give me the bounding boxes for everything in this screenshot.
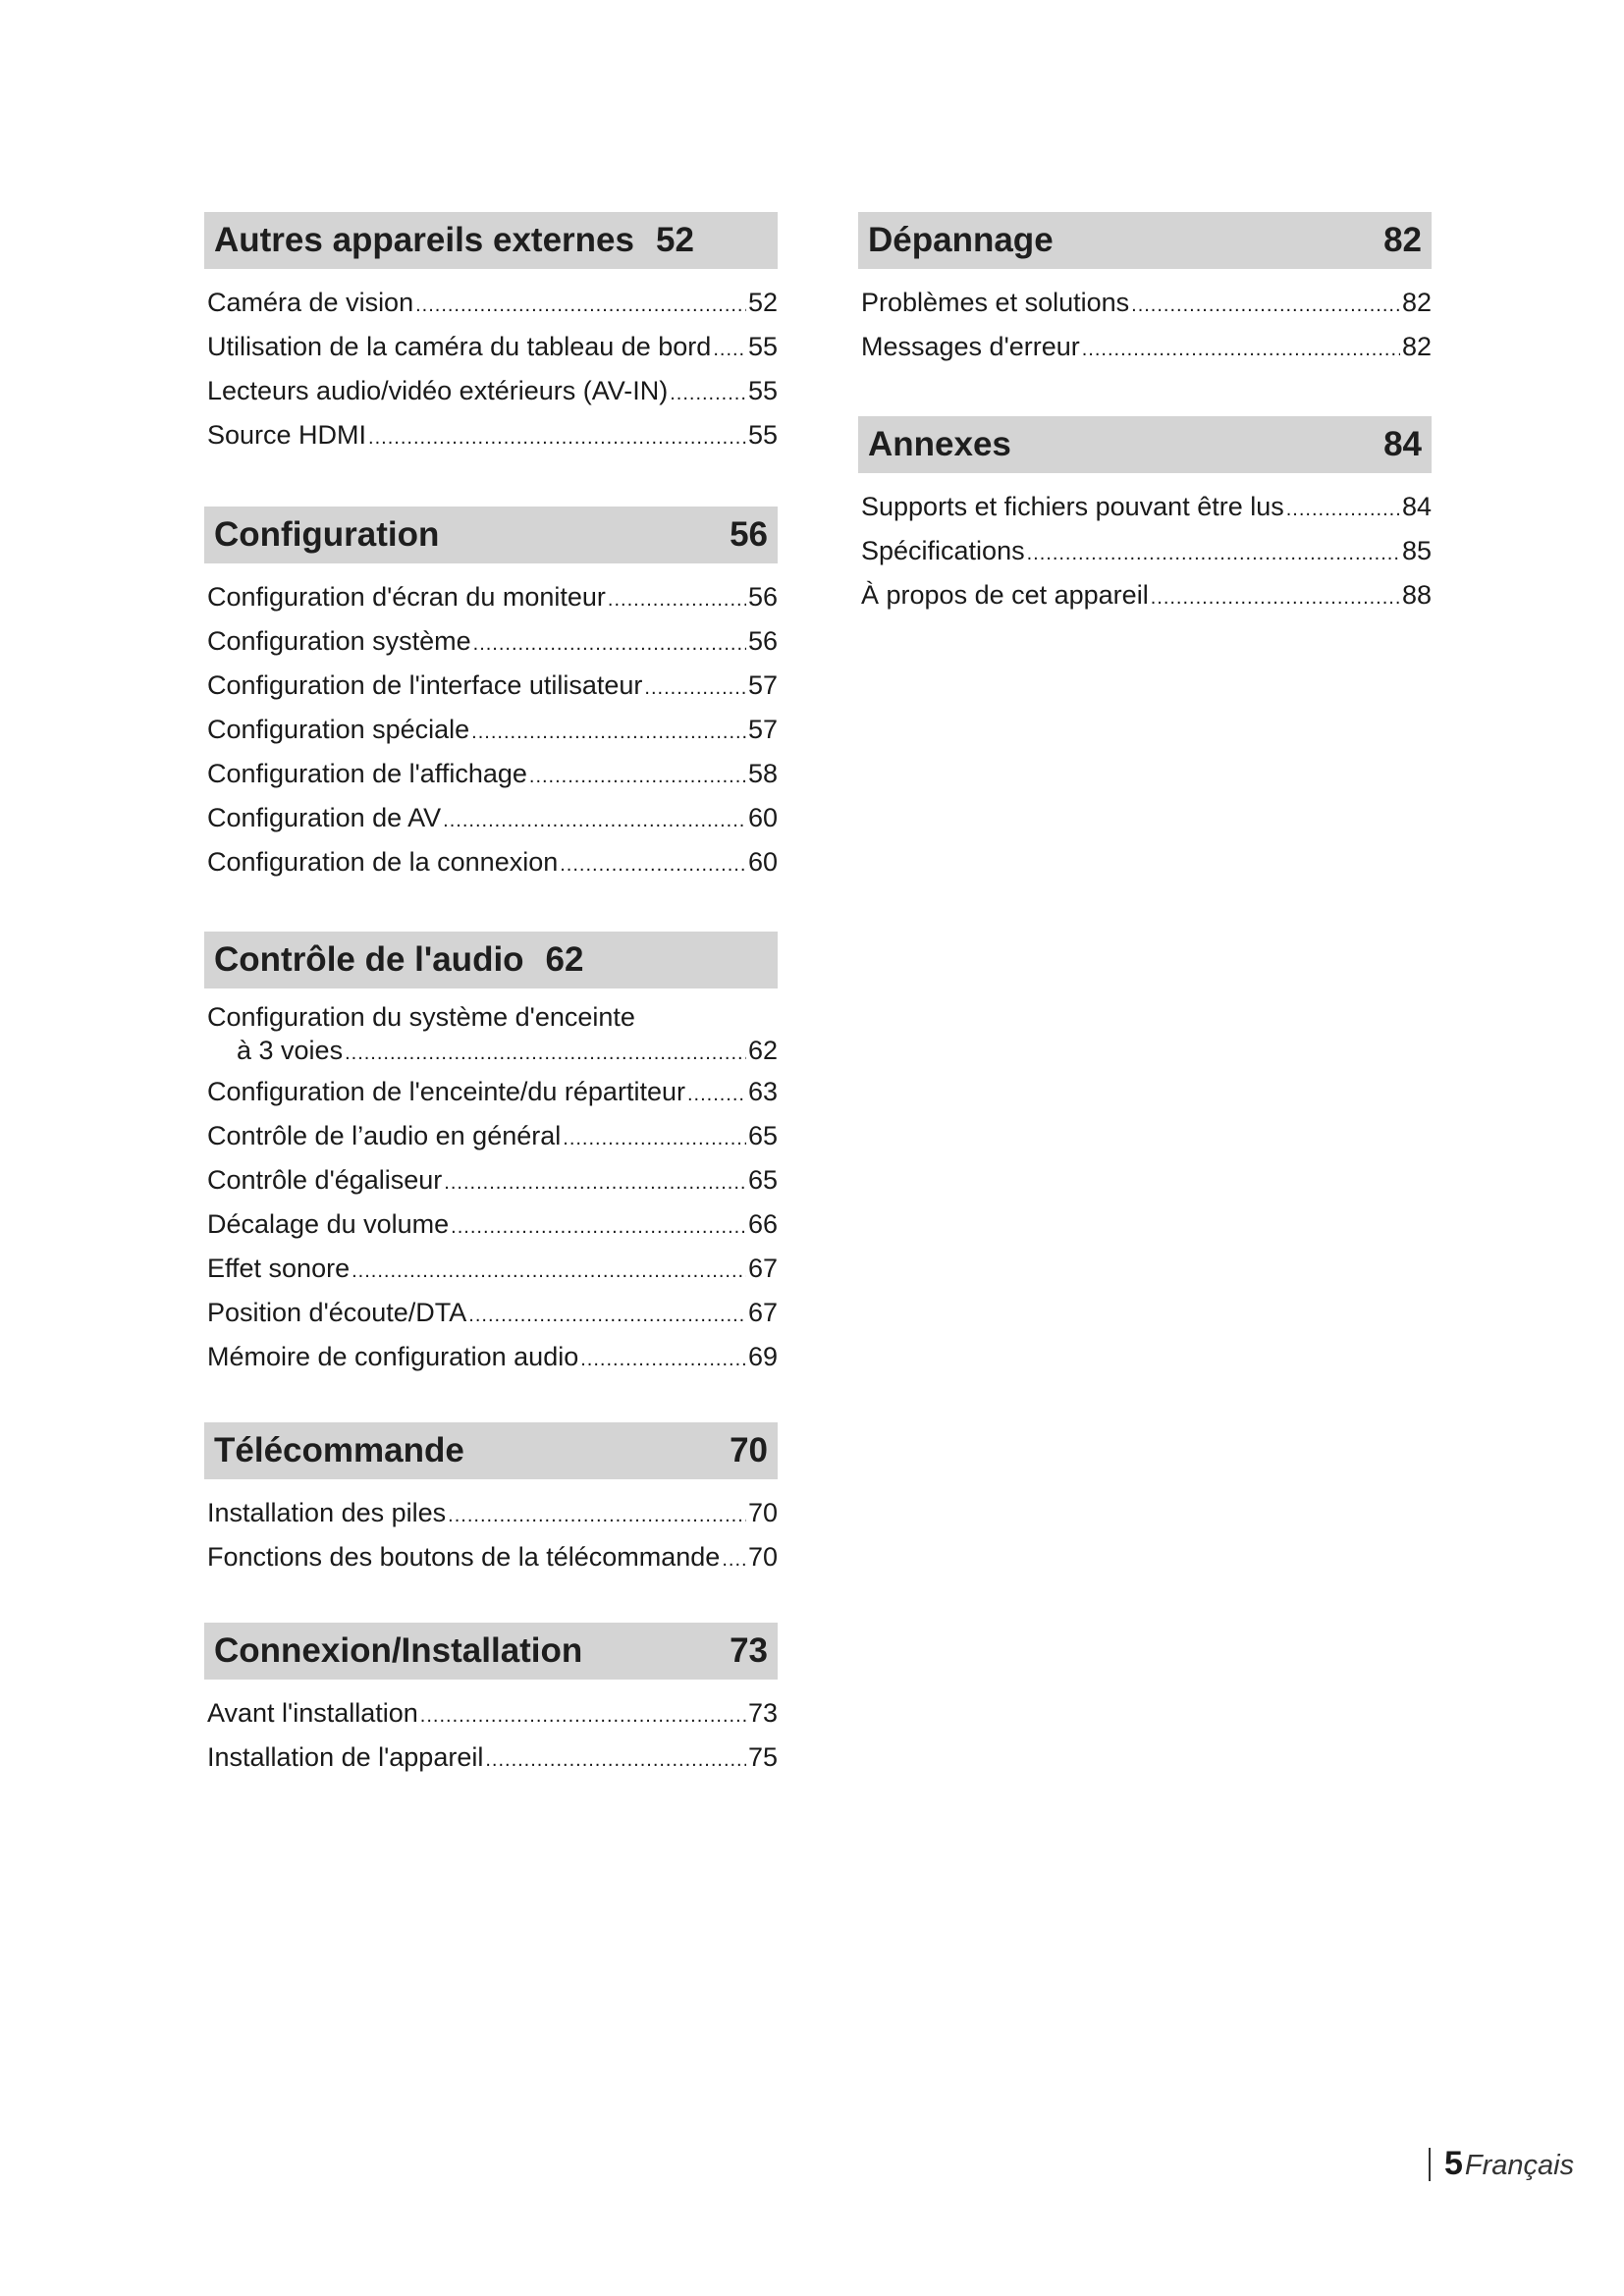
leader-dots	[352, 1250, 746, 1294]
entry-label: Contrôle de l’audio en général	[207, 1121, 562, 1150]
left-column	[204, 212, 778, 1780]
leader-dots	[451, 1205, 746, 1250]
toc-entry[interactable]	[207, 413, 778, 457]
toc-entry[interactable]	[207, 664, 778, 708]
section-header	[858, 212, 1432, 269]
entry-page-number: 85	[1401, 536, 1432, 565]
section-title: Connexion/Installation	[214, 1631, 583, 1670]
entry-page-number: 60	[747, 803, 778, 832]
toc-entry[interactable]	[207, 1335, 778, 1379]
section-title: Dépannage	[868, 221, 1054, 259]
entry-label: Source HDMI	[207, 420, 367, 450]
entry-page-number: 70	[747, 1542, 778, 1572]
leader-dots	[722, 1538, 746, 1582]
entry-page-number: 65	[747, 1165, 778, 1195]
leader-dots	[687, 1073, 746, 1117]
leader-dots	[580, 1338, 746, 1382]
section-page-number: 62	[545, 940, 584, 979]
toc-section	[204, 212, 778, 457]
entry-label: Configuration de l'enceinte/du répartiteur	[207, 1077, 685, 1106]
section-title: Annexes	[868, 425, 1011, 463]
leader-dots	[443, 799, 746, 843]
toc-entry[interactable]	[207, 708, 778, 752]
entry-page-number: 67	[747, 1298, 778, 1327]
entry-label: Configuration système	[207, 626, 471, 656]
entry-page-number: 84	[1401, 492, 1432, 521]
leader-dots	[420, 1694, 746, 1738]
section-page-number: 82	[1383, 221, 1422, 259]
entry-list	[204, 988, 778, 1379]
entry-continuation	[207, 1034, 778, 1070]
footer-divider	[1429, 2148, 1431, 2181]
toc-entry[interactable]	[207, 1491, 778, 1535]
toc-entry[interactable]	[207, 1000, 778, 1070]
entry-list	[858, 269, 1432, 369]
entry-label: Configuration du système d'enceinte	[207, 1002, 635, 1032]
entry-page-number: 62	[747, 1036, 778, 1065]
page-language: Français	[1464, 2150, 1575, 2181]
leader-dots	[560, 843, 746, 887]
entry-page-number: 56	[747, 626, 778, 656]
section-header	[204, 507, 778, 563]
toc-section	[858, 416, 1432, 617]
leader-dots	[368, 416, 746, 460]
leader-dots	[448, 1494, 746, 1538]
toc-entry[interactable]	[207, 575, 778, 619]
entry-page-number: 88	[1401, 580, 1432, 610]
section-page-number: 56	[730, 515, 768, 554]
entry-page-number: 63	[747, 1077, 778, 1106]
toc-section	[204, 1422, 778, 1579]
toc-entry[interactable]	[207, 1535, 778, 1579]
entry-label: Contrôle d'égaliseur	[207, 1165, 443, 1195]
leader-dots	[1082, 328, 1400, 372]
entry-label: Messages d'erreur	[861, 332, 1080, 361]
leader-dots	[1286, 488, 1400, 532]
toc-section	[858, 212, 1432, 369]
entry-page-number: 82	[1401, 288, 1432, 317]
section-title: Contrôle de l'audio	[214, 940, 524, 979]
entry-page-number: 58	[747, 759, 778, 788]
entry-label: Supports et fichiers pouvant être lus	[861, 492, 1284, 521]
toc-entry[interactable]	[861, 573, 1432, 617]
entry-label: Décalage du volume	[207, 1209, 450, 1239]
entry-list	[204, 563, 778, 884]
entry-label: Fonctions des boutons de la télécommande	[207, 1542, 721, 1572]
leader-dots	[471, 711, 746, 755]
toc-entry[interactable]	[207, 281, 778, 325]
toc-entry[interactable]	[207, 752, 778, 796]
toc-entry[interactable]	[207, 1691, 778, 1735]
entry-page-number: 52	[747, 288, 778, 317]
entry-list	[204, 1680, 778, 1780]
entry-page-number: 55	[747, 332, 778, 361]
leader-dots	[608, 578, 746, 622]
leader-dots	[1151, 576, 1400, 620]
entry-label: Avant l'installation	[207, 1698, 418, 1728]
leader-dots	[415, 284, 746, 328]
entry-label: À propos de cet appareil	[861, 580, 1149, 610]
section-header	[204, 1623, 778, 1680]
toc-entry[interactable]	[207, 1735, 778, 1780]
toc-entry[interactable]	[207, 1114, 778, 1158]
entry-label: Configuration de AV	[207, 803, 442, 832]
section-page-number: 73	[730, 1631, 768, 1670]
entry-list	[858, 473, 1432, 617]
entry-page-number: 56	[747, 582, 778, 612]
toc-entry[interactable]	[207, 840, 778, 884]
leader-dots	[468, 1294, 746, 1338]
leader-dots	[529, 755, 746, 799]
entry-page-number: 60	[747, 847, 778, 877]
leader-dots	[670, 372, 746, 416]
entry-page-number: 65	[747, 1121, 778, 1150]
toc-entry[interactable]	[207, 1291, 778, 1335]
entry-label: Mémoire de configuration audio	[207, 1342, 579, 1371]
section-page-number: 84	[1383, 425, 1422, 463]
section-page-number: 70	[730, 1431, 768, 1469]
entry-page-number: 75	[747, 1742, 778, 1772]
toc-entry[interactable]	[207, 796, 778, 840]
section-header	[204, 212, 778, 269]
entry-page-number: 57	[747, 715, 778, 744]
toc-entry[interactable]	[207, 369, 778, 413]
toc-entry[interactable]	[207, 1247, 778, 1291]
leader-dots	[563, 1117, 746, 1161]
entry-label: Position d'écoute/DTA	[207, 1298, 467, 1327]
entry-label: Installation des piles	[207, 1498, 447, 1527]
entry-list	[204, 269, 778, 457]
toc-entry[interactable]	[861, 485, 1432, 529]
entry-label: Configuration d'écran du moniteur	[207, 582, 606, 612]
entry-label: Configuration de l'affichage	[207, 759, 527, 788]
section-title: Configuration	[214, 515, 440, 554]
leader-dots	[1131, 284, 1400, 328]
toc-section	[204, 507, 778, 884]
toc-entry[interactable]	[207, 1158, 778, 1202]
entry-label-cont: à 3 voies	[237, 1036, 344, 1065]
toc-entry[interactable]	[207, 325, 778, 369]
section-header	[204, 1422, 778, 1479]
entry-label: Configuration de l'interface utilisateur	[207, 670, 643, 700]
entry-label: Installation de l'appareil	[207, 1742, 484, 1772]
entry-page-number: 55	[747, 376, 778, 405]
leader-dots	[644, 667, 746, 711]
toc-entry[interactable]	[861, 325, 1432, 369]
toc-section	[204, 1623, 778, 1780]
toc-entry[interactable]	[207, 619, 778, 664]
entry-page-number: 55	[747, 420, 778, 450]
entry-label: Configuration de la connexion	[207, 847, 559, 877]
entry-page-number: 57	[747, 670, 778, 700]
page-number: 5	[1444, 2145, 1463, 2182]
entry-page-number: 66	[747, 1209, 778, 1239]
entry-label: Lecteurs audio/vidéo extérieurs (AV-IN)	[207, 376, 669, 405]
leader-dots	[444, 1161, 746, 1205]
entry-label: Utilisation de la caméra du tableau de bord	[207, 332, 712, 361]
entry-page-number: 69	[747, 1342, 778, 1371]
toc-entry[interactable]	[207, 1202, 778, 1247]
toc-entry[interactable]	[207, 1070, 778, 1114]
entry-page-number: 70	[747, 1498, 778, 1527]
right-column	[858, 212, 1432, 617]
section-page-number: 52	[655, 221, 694, 259]
entry-label: Caméra de vision	[207, 288, 414, 317]
entry-page-number: 73	[747, 1698, 778, 1728]
toc-entry[interactable]	[861, 281, 1432, 325]
entry-label: Effet sonore	[207, 1254, 351, 1283]
toc-entry[interactable]	[861, 529, 1432, 573]
entry-list	[204, 1479, 778, 1579]
leader-dots	[1027, 532, 1400, 576]
entry-label: Problèmes et solutions	[861, 288, 1130, 317]
section-header	[858, 416, 1432, 473]
entry-label: Configuration spéciale	[207, 715, 470, 744]
entry-label: Spécifications	[861, 536, 1025, 565]
leader-dots	[485, 1738, 746, 1783]
section-title: Autres appareils externes	[214, 221, 634, 259]
leader-dots	[345, 1037, 746, 1070]
entry-page-number: 82	[1401, 332, 1432, 361]
page-footer	[1429, 2145, 1574, 2183]
toc-section	[204, 932, 778, 1379]
entry-page-number: 67	[747, 1254, 778, 1283]
section-header	[204, 932, 778, 988]
section-title: Télécommande	[214, 1431, 464, 1469]
leader-dots	[713, 328, 746, 372]
leader-dots	[473, 622, 746, 667]
